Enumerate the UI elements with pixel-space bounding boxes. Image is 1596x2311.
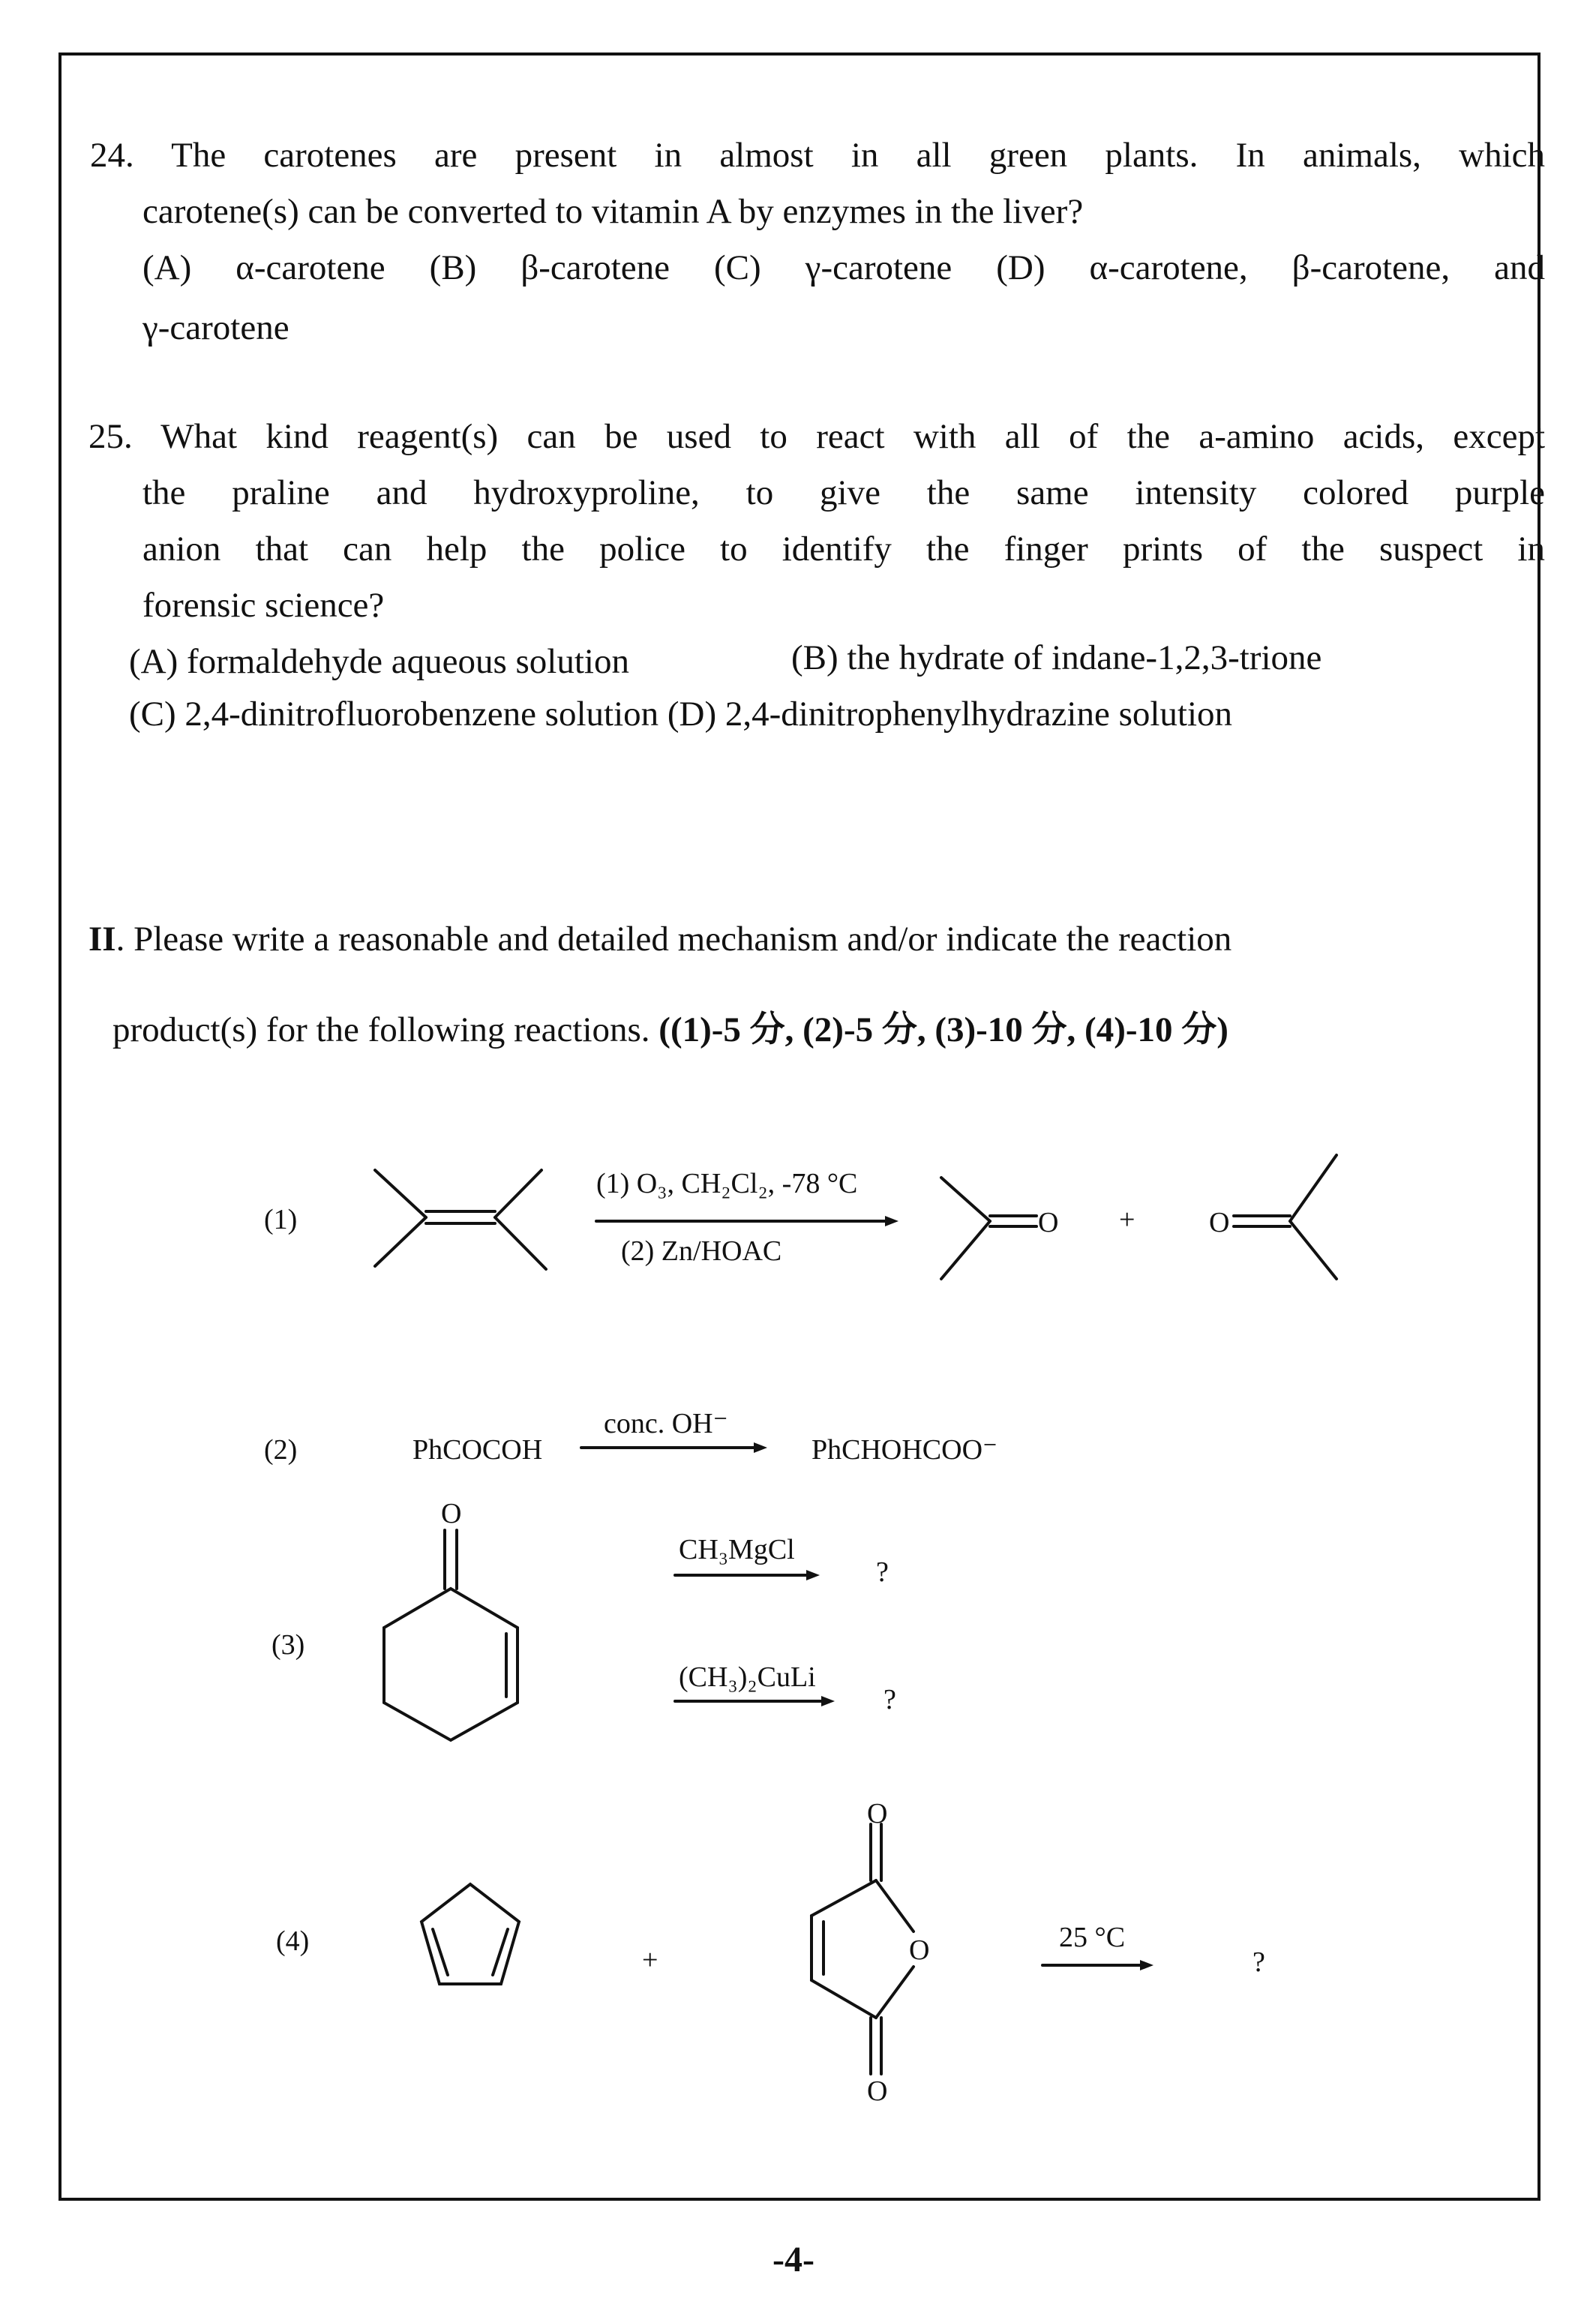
q24-line3: (A) α-carotene (B) β-carotene (C) γ-carotene (D) α-carotene, β-carotene, and [142,248,1545,287]
r4-oxygen-bottom: O [867,2075,888,2107]
r3-reagent-1: CH₃MgCl [679,1534,795,1565]
r4-oxygen-top: O [867,1798,888,1829]
r2-reactant: PhCOCOH [412,1434,543,1466]
q24-line1: 24. The carotenes are present in almost in all green plants. In animals, which [90,136,1545,175]
r1-label: (1) [264,1204,298,1235]
r3-answer-2: ? [884,1684,896,1715]
r4-condition: 25 °C [1059,1922,1126,1953]
r3-cyclohexenone-structure [384,1530,518,1740]
r1-condition-2: (2) Zn/HOAC [621,1235,782,1267]
r3-reagent-2: (CH₃)₂CuLi [679,1661,816,1693]
r1-acetone-structure-1 [941,1178,1036,1279]
q24-line2: carotene(s) can be converted to vitamin A by enzymes in the liver? [142,192,1084,231]
r2-product: PhCHOHCOO⁻ [812,1434,998,1466]
q25-line6: (C) 2,4-dinitrofluorobenzene solution (D) 2,4-dinitrophenylhydrazine solution [129,695,1233,734]
r4-maleic-anhydride-structure [812,1824,914,2074]
r3-label: (3) [272,1629,305,1661]
section2-heading-num: II [88,920,116,959]
section2-line2-plain: product(s) for the following reactions. [112,1010,659,1049]
q25-line1: 25. What kind reagent(s) can be used to react with all of the a-amino acids, except [88,417,1545,456]
q25-option-b: (B) the hydrate of indane-1,2,3-trione [791,638,1322,677]
q25-line2: the praline and hydroxyproline, to give the same intensity colored purple [142,473,1545,512]
r4-answer: ? [1252,1946,1265,1978]
q25-line4: forensic science? [142,586,385,625]
r1-product-oxygen-2: O [1209,1207,1230,1238]
r4-plus: + [642,1944,658,1976]
q24-line4: γ-carotene [142,308,290,347]
r1-alkene-structure [375,1170,546,1269]
section2-points: ((1)-5 分, (2)-5 分, (3)-10 分, (4)-10 分) [658,1010,1228,1049]
r1-product-oxygen-1: O [1038,1207,1059,1238]
q25-line3: anion that can help the police to identify the finger prints of the suspect in [142,530,1545,569]
r1-acetone-structure-2 [1234,1155,1336,1279]
page-number: -4- [772,2240,814,2279]
r4-cyclopentadiene-structure [422,1884,519,1984]
section2-heading-text: . Please write a reasonable and detailed mechanism and/or indicate the reaction [116,920,1232,959]
r3-answer-1: ? [876,1556,889,1588]
r2-label: (2) [264,1434,298,1466]
r1-condition-1: (1) O₃, CH₂Cl₂, -78 °C [596,1168,858,1199]
r2-condition: conc. OH⁻ [604,1408,728,1439]
r1-plus: + [1119,1204,1136,1235]
q25-option-a: (A) formaldehyde aqueous solution [129,642,629,681]
r4-oxygen-ring: O [909,1934,930,1966]
r3-carbonyl-oxygen: O [441,1498,462,1529]
r4-label: (4) [276,1925,310,1957]
